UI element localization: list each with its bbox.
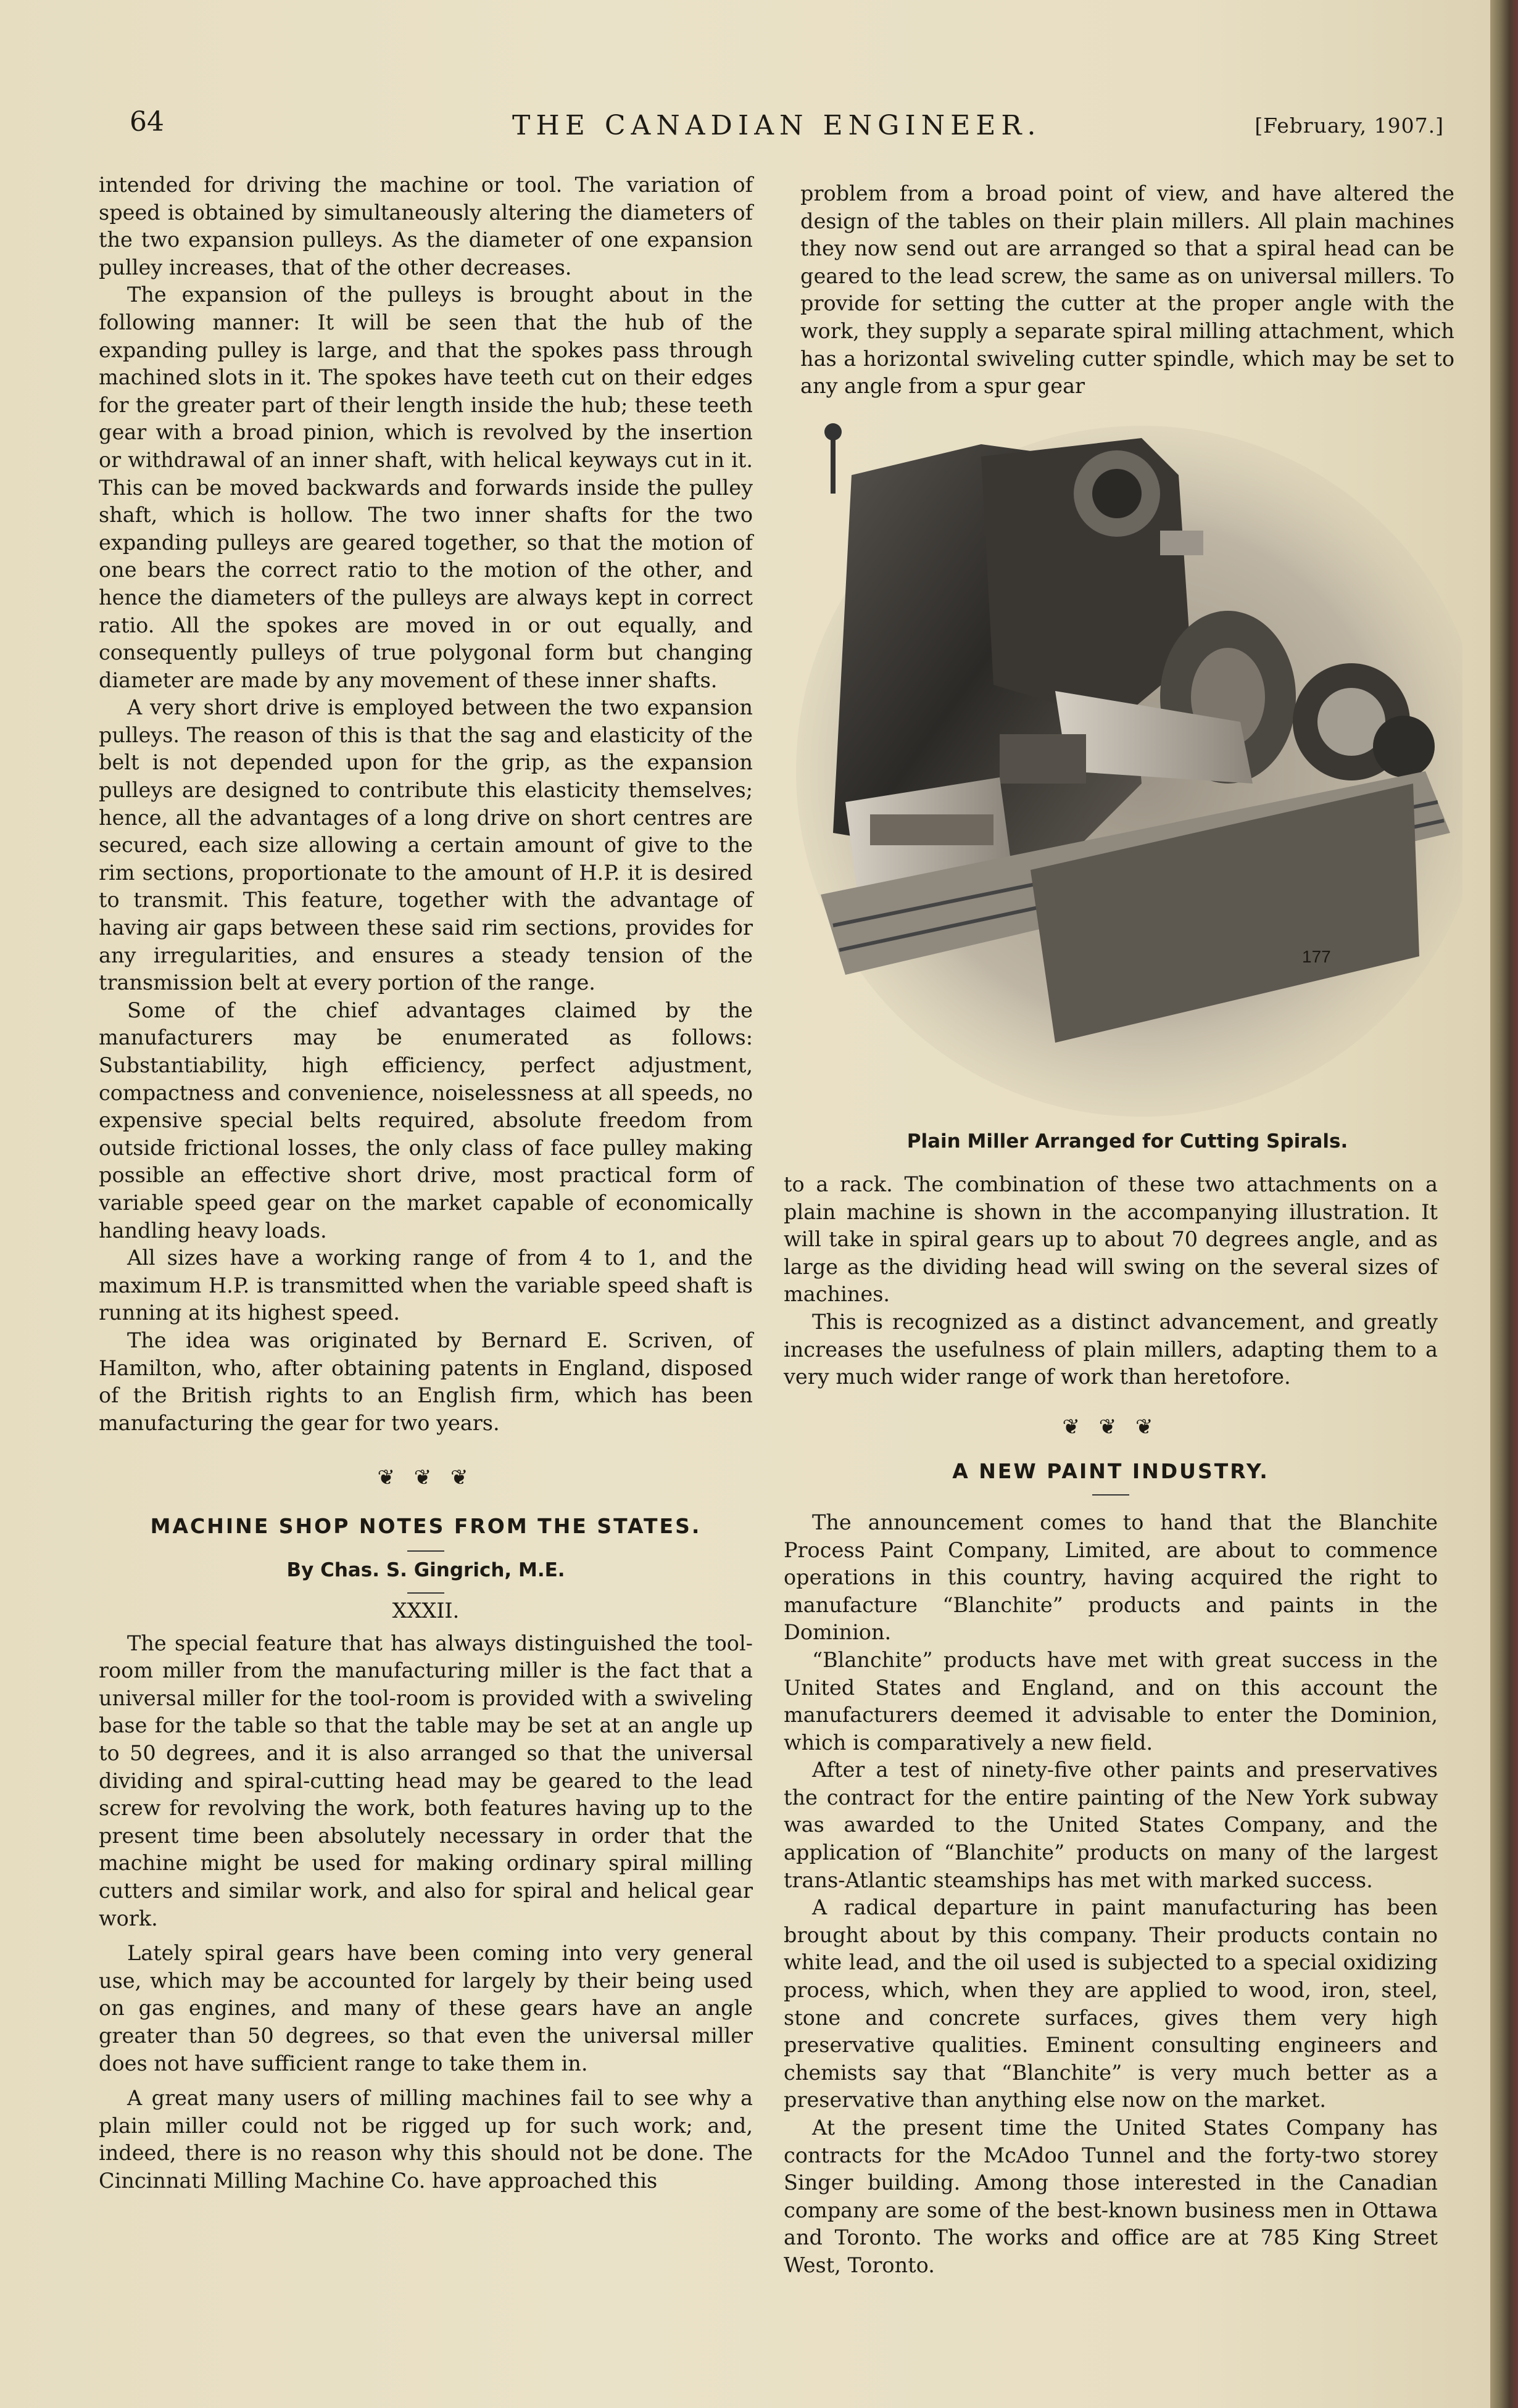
paragraph: At the present time the United States Company has contracts for the McAdoo Tunnel and the forty-two storey Singer building. Among those interested in the Canadian company are some of the best-known business men in Ottawa and Toronto. The works and office are at 785 King Street West, Toronto. [784,2116,1438,2277]
page-number: 64 [130,106,164,138]
right-column-bottom [784,1171,1438,2280]
machine-engraving [796,401,1462,1117]
paragraph: A very short drive is employed between the two expansion pulleys. The reason of this is that the sag and elasticity of the belt is not depended upon for the grip, as the expansion pulleys are designed to contribute this elasticity themselves; hence, all the advantages of a long drive on short centres are secured, each size allowing a certain amount of give to the rim sections, proportionate to the amount of H.P. it is desired to transmit. This feature, together with the advantage of having air gaps between these said rim sections, provides for any irregularities, and ensures a steady tension of the transmission belt at every portion of the range. [99,695,753,995]
figure-caption: Plain Miller Arranged for Cutting Spirals. [906,1130,1348,1152]
paragraph: A radical departure in paint manufacturing has been brought about by this company. Their products contain no white lead, and the oil used is subjected to a special oxidizing process, which, when they are applied to wood, iron, steel, stone and concrete surfaces, gives them very high preservative qualities. Eminent consulting engineers and chemists say that “Blanchite” is very much better as a preservative than anything else now on the market. [784,1895,1438,2112]
figure-number: 177 [1302,947,1331,966]
paragraph: This is recognized as a distinct advancement, and greatly increases the usefulness of plain millers, adapting them to a very much wider range of work than heretofore. [784,1309,1438,1389]
paragraph: A great many users of milling machines fail to see why a plain miller could not be rigged up for such work; and, indeed, there is no reason why this should not be done. The Cincinnati Milling Machine Co. have approached this [99,2086,753,2193]
paragraph: The expansion of the pulleys is brought about in the following manner: It will be seen that the hub of the expanding pulley is large, and that the spokes pass through machined slots in it. The spokes have teeth cut on their edges for the greater part of their length inside the hub; these teeth gear with a broad pinion, which is revolved by the insertion or withdrawal of an inner shaft, with helical keyways cut in it. This can be moved backwards and forwards inside the pulley shaft, which is hollow. The two inner shafts for the two expanding pulleys are geared together, so that the motion of one bears the correct ratio to the motion of the other, and hence the diameters of the pulleys are always kept in correct ratio. All the spokes are moved in or out equally, and consequently pulleys of true polygonal form but changing diameter are made by any movement of these inner shafts. [99,283,753,692]
paragraph: The special feature that has always distinguished the tool-room miller from the manufacturing miller is the fact that a universal miller for the tool-room is provided with a swiveling base for the table so that the table may be set at an angle up to 50 degrees, and it is also arranged so that the universal dividing and spiral-cutting head may be geared to the lead screw for revolving the work, both features having up to the present time been absolutely necessary in order that the machine might be used for making ordinary spiral milling cutters and similar work, and also for spiral and helical gear work. [99,1631,753,1930]
left-column [99,172,753,2195]
divider [407,1592,444,1594]
article-number: XXXII. [392,1599,460,1623]
divider [407,1550,444,1552]
paragraph: Some of the chief advantages claimed by the manufacturers may be enumerated as follows: Substantiability, high efficiency, perfect adjustment, compactness and convenience, noiselessness at all speeds, no expensive special belts required, absolute freedom from outside frictional losses, the only class of face pulley making possible an effective short drive, most practical form of variable speed gear on the market capable of economically handling heavy loads. [99,998,753,1243]
milling-machine-illustration [796,401,1462,1117]
article-title: A NEW PAINT INDUSTRY. [952,1459,1269,1484]
paragraph: intended for driving the machine or tool. The variation of speed is obtained by simultaneously altering the diameters of the two expansion pulleys. As the diameter of one expansion pulley increases, that of the other decreases. [99,173,753,279]
publication-title: THE CANADIAN ENGINEER. [512,110,1042,141]
paragraph: After a test of ninety-five other paints and preservatives the contract for the entire painting of the New York subway was awarded to the United States Company, and the application of “Blanchite” products on many of the largest trans-Atlantic steamships has met with marked success. [784,1758,1438,1892]
right-column-top [800,180,1454,400]
divider [1092,1494,1129,1496]
paragraph: to a rack. The combination of these two attachments on a plain machine is shown in the accompanying illustration. It will take in spiral gears up to about 70 degrees angle, and as large as the dividing head will swing on the several sizes of machines. [784,1172,1438,1307]
article-title: MACHINE SHOP NOTES FROM THE STATES. [150,1513,702,1538]
issue-date: [February, 1907.] [1255,114,1444,138]
paragraph: problem from a broad point of view, and have altered the design of the tables on their plain millers. All plain machines they now send out are arranged so that a spiral head can be geared to the lead screw, the same as on universal millers. To provide for setting the cutter at the proper angle with the work, they supply a separate spiral milling attachment, which has a horizontal swiveling cutter spindle, which may be set to any angle from a spur gear [800,181,1454,399]
paragraph: The idea was originated by Bernard E. Scriven, of Hamilton, who, after obtaining patents in England, disposed of the British rights to an English firm, which has been manufacturing the gear for two years. [99,1328,753,1435]
section-ornament: ❦ ❦ ❦ [1062,1414,1159,1439]
running-header [130,106,1444,149]
paragraph: The announcement comes to hand that the Blanchite Process Paint Company, Limited, are about to commence operations in this country, having acquired the right to manufacture “Blanchite” products and paints in the Dominion. [784,1510,1438,1645]
book-spine-edge [1490,0,1518,2408]
paragraph: Lately spiral gears have been coming into very general use, which may be accounted for largely by their being used on gas engines, and many of these gears have an angle greater than 50 degrees, so that even the universal miller does not have sufficient range to take them in. [99,1941,753,2075]
figure-caption-block [800,1128,1454,1156]
paragraph: All sizes have a working range of from 4 to 1, and the maximum H.P. is transmitted when the variable speed shaft is running at its highest speed. [99,1246,753,1325]
article-byline: By Chas. S. Gingrich, M.E. [286,1558,565,1581]
paragraph: “Blanchite” products have met with great success in the United States and England, and on this account the manufacturers deemed it advisable to enter the Dominion, which is comparatively a new field. [784,1647,1438,1755]
section-ornament: ❦ ❦ ❦ [377,1465,475,1491]
